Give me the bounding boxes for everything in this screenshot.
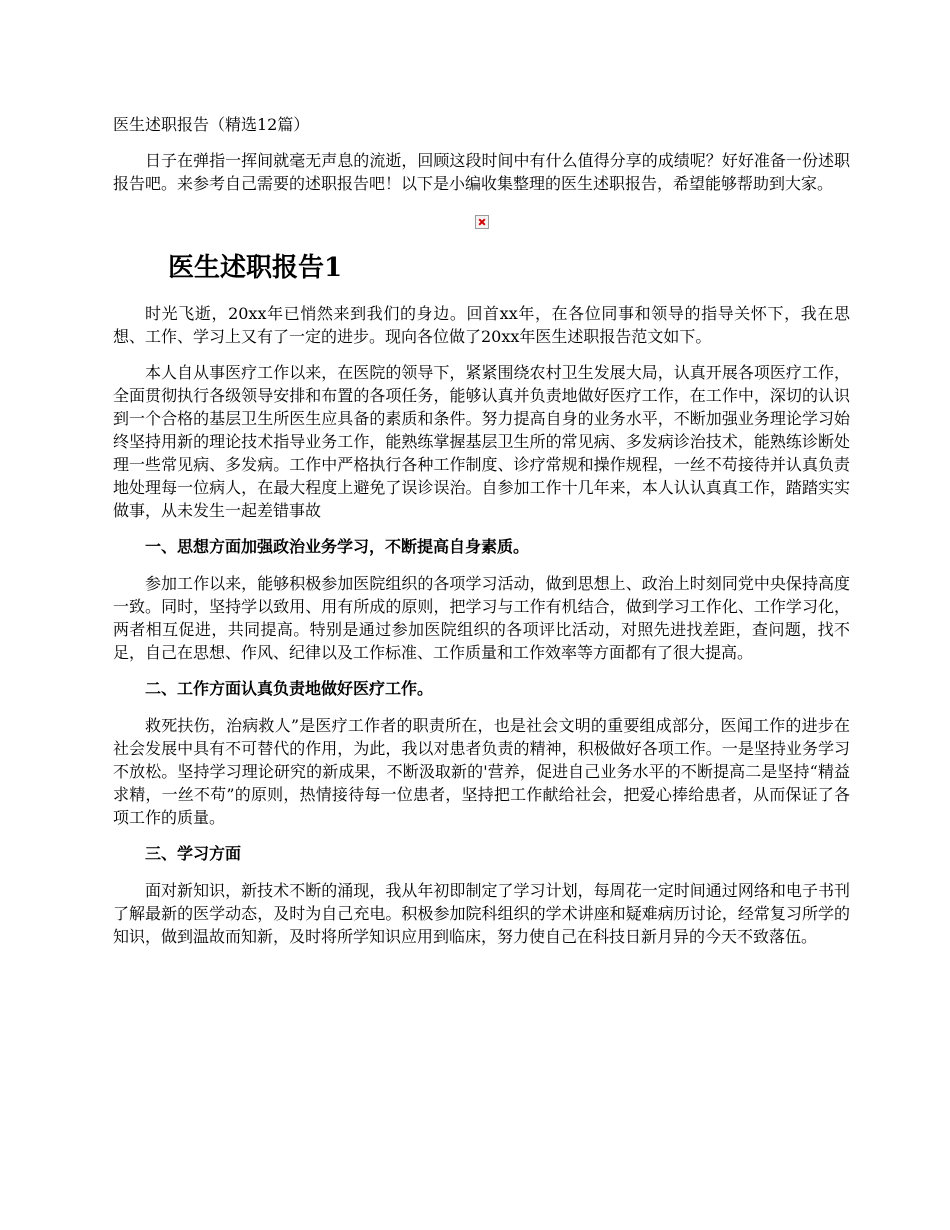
paragraph: 参加工作以来，能够积极参加医院组织的各项学习活动，做到思想上、政治上时刻同党中央保持高度一致。同时，坚持学以致用、用有所成的原则，把学习与工作有机结合，做到学习工作化、工作学习化，两者相互促进，共同提高。特别是通过参加医院组织的各项评比活动，对照先进找差距，查问题，找不足，自己在思想、作风、纪律以及工作标准、工作质量和工作效率等方面都有了很大提高。: [113, 574, 850, 662]
intro-paragraph: 日子在弹指一挥间就毫无声息的流逝，回顾这段时间中有什么值得分享的成绩呢？好好准备一份述职报告吧。来参考自己需要的述职报告吧！以下是小编收集整理的医生述职报告，希望能够帮助到大家。: [113, 151, 850, 193]
paragraph: 时光飞逝，20xx年已悄然来到我们的身边。回首xx年，在各位同事和领导的指导关怀下，我在思想、工作、学习上又有了一定的进步。现向各位做了20xx年医生述职报告范文如下。: [113, 304, 850, 346]
subheading-work: 二、工作方面认真负责地做好医疗工作。: [145, 679, 434, 698]
image-placeholder: [113, 211, 850, 230]
section-title: 医生述职报告1: [168, 253, 343, 283]
subheading-thought: 一、思想方面加强政治业务学习，不断提高自身素质。: [145, 537, 530, 556]
paragraph: 面对新知识，新技术不断的涌现，我从年初即制定了学习计划，每周花一定时间通过网络和电子书刊了解最新的医学动态，及时为自己充电。积极参加院科组织的学术讲座和疑难病历讨论，经常复习所学的知识，做到温故而知新，及时将所学知识应用到临床，努力使自己在科技日新月异的今天不致落伍。: [113, 881, 850, 946]
document-title: 医生述职报告（精选12篇）: [113, 115, 310, 134]
paragraph: 救死扶伤，治病救人”是医疗工作者的职责所在，也是社会文明的重要组成部分，医闻工作的进步在社会发展中具有不可替代的作用，为此，我以对患者负责的精神，积极做好各项工作。一是坚持业务学习不放松。坚持学习理论研究的新成果，不断汲取新的'营养，促进自己业务水平的不断提高二是坚持“精益求精，一丝不苟”的原则，热情接待每一位患者，坚持把工作献给社会，把爱心捧给患者，从而保证了各项工作的质量。: [113, 716, 850, 827]
broken-image-icon: [475, 215, 489, 229]
paragraph: 本人自从事医疗工作以来，在医院的领导下，紧紧围绕农村卫生发展大局，认真开展各项医疗工作，全面贯彻执行各级领导安排和布置的各项任务，能够认真并负责地做好医疗工作，在工作中，深切的认识到一个合格的基层卫生所医生应具备的素质和条件。努力提高自身的业务水平，不断加强业务理论学习始终坚持用新的理论技术指导业务工作，能熟练掌握基层卫生所的常见病、多发病诊治技术，能熟练诊断处理一些常见病、多发病。工作中严格执行各种工作制度、诊疗常规和操作规程，一丝不苟接待并认真负责地处理每一位病人，在最大程度上避免了误诊误治。自参加工作十几年来，本人认认真真工作，踏踏实实做事，从未发生一起差错事故: [113, 363, 850, 520]
subheading-study: 三、学习方面: [145, 844, 242, 863]
